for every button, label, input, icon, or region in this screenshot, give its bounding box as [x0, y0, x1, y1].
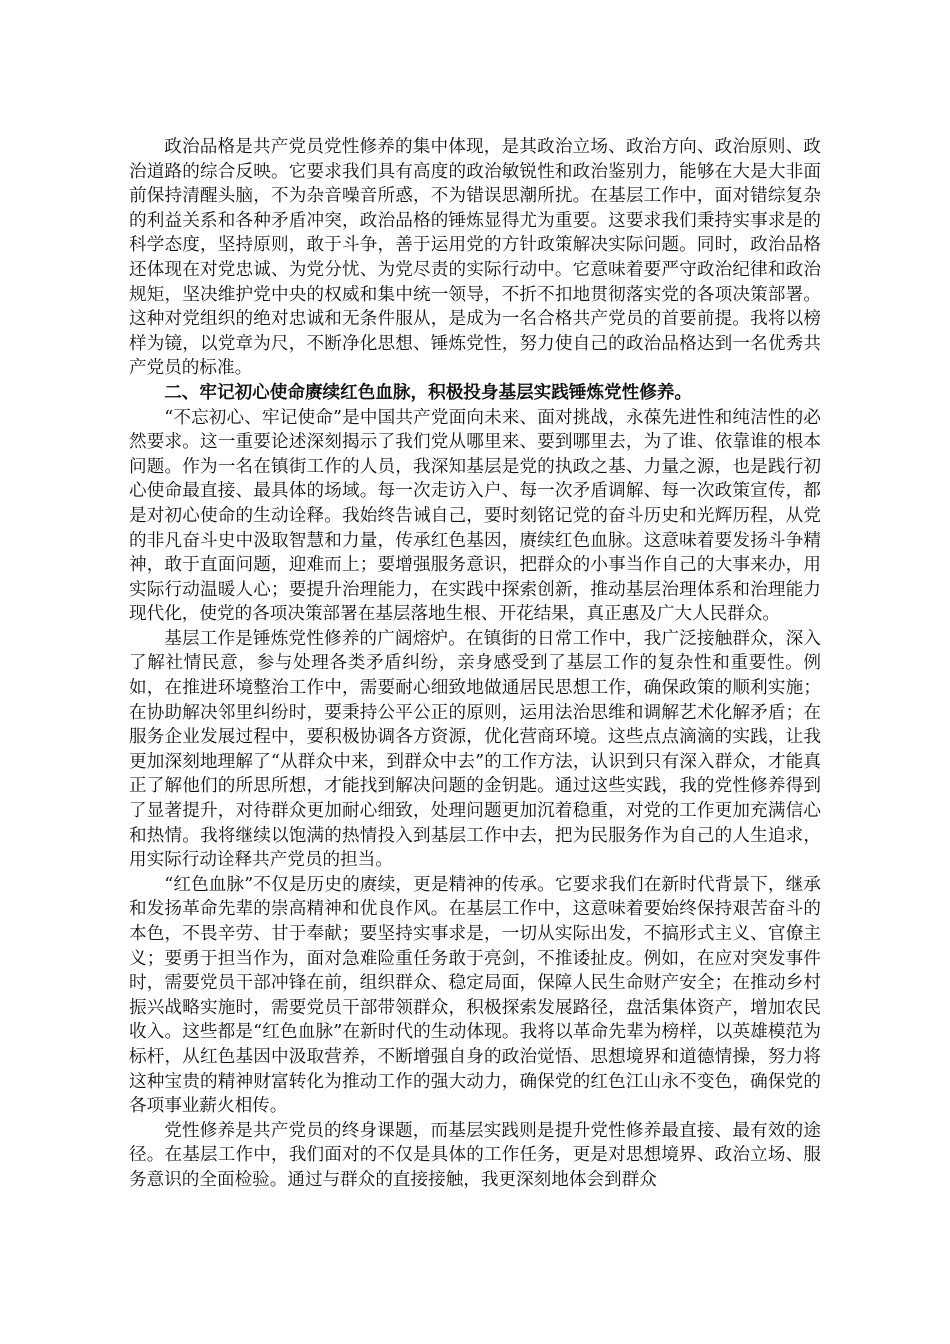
paragraph-red-bloodline: “红色血脉”不仅是历史的赓续，更是精神的传承。它要求我们在新时代背景下，继承和发扬革命先辈的崇高精神和优良作风。在基层工作中，这意味着要始终保持艰苦奋斗的本色，不畏辛劳、甘于奉献；要坚持实事求是，一切从实际出发，不搞形式主义、官僚主义；要勇于担当作为，面对急难险重任务敢于亮剑，不推诿扯皮。例如，在应对突发事件时，需要党员干部冲锋在前，组织群众、稳定局面，保障人民生命财产安全；在推动乡村振兴战略实施时，需要党员干部带领群众，积极探索发展路径，盘活集体资产，增加农民收入。这些都是“红色血脉”在新时代的生动体现。我将以革命先辈为榜样，以英雄模范为标杆，从红色基因中汲取营养，不断增强自身的政治觉悟、思想境界和道德情操，努力将这种宝贵的精神财富转化为推动工作的强大动力，确保党的红色江山永不变色，确保党的各项事业薪火相传。	[129, 874, 821, 1117]
section-heading-2: 二、牢记初心使命赓续红色血脉，积极投身基层实践锤炼党性修养。	[164, 381, 693, 403]
document-body	[129, 135, 821, 1193]
paragraph-party-cultivation: 党性修养是共产党员的终身课题，而基层实践则是提升党性修养最直接、最有效的途径。在基层工作中，我们面对的不仅是具体的工作任务，更是对思想境界、政治立场、服务意识的全面检验。通过与群众的直接接触，我更深刻地体会到群众	[129, 1120, 821, 1190]
paragraph-grassroots-work: 基层工作是锤炼党性修养的广阔熔炉。在镇街的日常工作中，我广泛接触群众，深入了解社情民意，参与处理各类矛盾纠纷，亲身感受到了基层工作的复杂性和重要性。例如，在推进环境整治工作中，需要耐心细致地做通居民思想工作，确保政策的顺利实施；在协助解决邻里纠纷时，要秉持公平公正的原则，运用法治思维和调解艺术化解矛盾；在服务企业发展过程中，要积极协调各方资源，优化营商环境。这些点点滴滴的实践，让我更加深刻地理解了“从群众中来，到群众中去”的工作方法，认识到只有深入群众，才能真正了解他们的所思所想，才能找到解决问题的金钥匙。通过这些实践，我的党性修养得到了显著提升，对待群众更加耐心细致，处理问题更加沉着稳重，对党的工作更加充满信心和热情。我将继续以饱满的热情投入到基层工作中去，把为民服务作为自己的人生追求，用实际行动诠释共产党员的担当。	[129, 628, 821, 871]
paragraph-original-mission: “不忘初心、牢记使命”是中国共产党面向未来、面对挑战，永葆先进性和纯洁性的必然要求。这一重要论述深刻揭示了我们党从哪里来、要到哪里去，为了谁、依靠谁的根本问题。作为一名在镇街工作的人员，我深知基层是党的执政之基、力量之源，也是践行初心使命最直接、最具体的场域。每一次走访入户、每一次矛盾调解、每一次政策宣传，都是对初心使命的生动诠释。我始终告诫自己，要时刻铭记党的奋斗历史和光辉历程，从党的非凡奋斗史中汲取智慧和力量，传承红色基因，赓续红色血脉。这意味着要发扬斗争精神，敢于直面问题，迎难而上；要增强服务意识，把群众的小事当作自己的大事来办，用实际行动温暖人心；要提升治理能力，在实践中探索创新，推动基层治理体系和治理能力现代化，使党的各项决策部署在基层落地生根、开花结果，真正惠及广大人民群众。	[129, 407, 821, 625]
paragraph-political-character: 政治品格是共产党员党性修养的集中体现，是其政治立场、政治方向、政治原则、政治道路的综合反映。它要求我们具有高度的政治敏锐性和政治鉴别力，能够在大是大非面前保持清醒头脑，不为杂音噪音所惑，不为错误思潮所扰。在基层工作中，面对错综复杂的利益关系和各种矛盾冲突，政治品格的锤炼显得尤为重要。这要求我们秉持实事求是的科学态度，坚持原则，敢于斗争，善于运用党的方针政策解决实际问题。同时，政治品格还体现在对党忠诚、为党分忧、为党尽责的实际行动中。它意味着要严守政治纪律和政治规矩，坚决维护党中央的权威和集中统一领导，不折不扣地贯彻落实党的各项决策部署。这种对党组织的绝对忠诚和无条件服从，是成为一名合格共产党员的首要前提。我将以榜样为镜，以党章为尺，不断净化思想、锤炼党性，努力使自己的政治品格达到一名优秀共产党员的标准。	[129, 137, 821, 379]
